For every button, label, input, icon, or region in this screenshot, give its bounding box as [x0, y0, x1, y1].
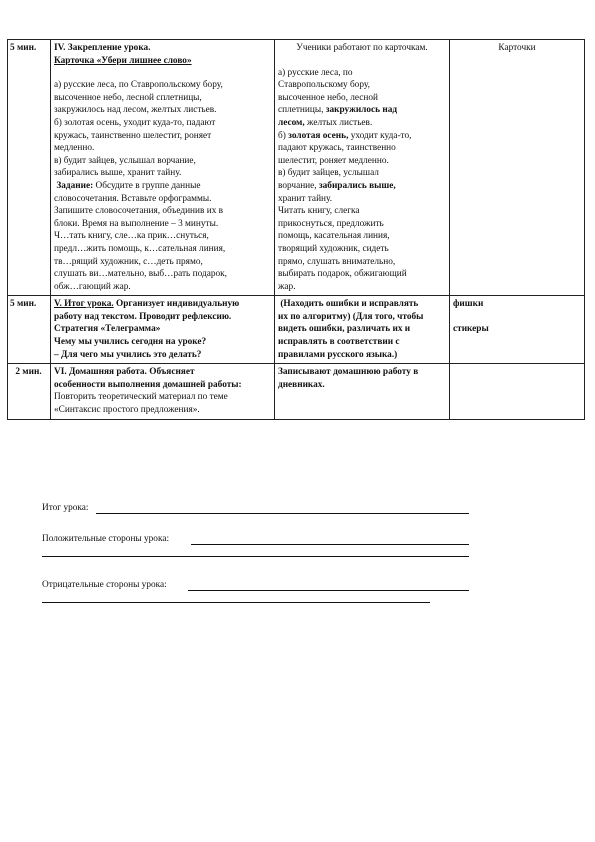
stage-line	[54, 298, 271, 311]
student-line: а) русские леса, по	[278, 67, 353, 78]
student-line	[278, 104, 446, 117]
stage-text: Организует индивидуальную	[113, 299, 240, 310]
teacher-line: а) русские леса, по Ставропольскому бору,	[54, 80, 223, 91]
student-text: ворчание,	[278, 180, 319, 191]
stage-title: IV. Закрепление урока.	[54, 43, 151, 53]
stage-line	[54, 366, 271, 379]
student-line	[278, 117, 446, 130]
student-line: творящий художник, сидеть	[278, 243, 389, 254]
task-line: блоки. Время на выполнение – 3 минуты.	[54, 218, 219, 229]
student-header: Ученики работают по карточкам.	[296, 43, 428, 53]
student-text: уходит куда-то,	[348, 130, 412, 141]
teacher-line: забирались выше, хранит тайну.	[54, 168, 182, 179]
student-bold: золотая осень,	[288, 130, 349, 141]
student-line: правилами русского языка.)	[278, 349, 398, 360]
student-line: выбирать подарок, обжигающий	[278, 269, 407, 280]
task-line: Ч…тать книгу, сле…ка прик…снуться,	[54, 231, 209, 242]
task-text: Обсудите в группе данные	[93, 180, 201, 191]
teacher-line: особенности выполнения домашней работы:	[54, 379, 242, 390]
task-line: словосочетания. Вставьте орфограммы.	[54, 193, 212, 204]
student-line: помощь, касательная линия,	[278, 231, 390, 242]
positive-label: Положительные стороны урока:	[42, 534, 170, 544]
student-line: в) будит зайцев, услышал	[278, 168, 379, 179]
stage-title: V. Итог урока.	[54, 299, 114, 310]
student-line: хранит тайну.	[278, 193, 333, 204]
student-cell	[275, 364, 450, 420]
resources-cell: Карточки	[450, 40, 585, 296]
question-line: – Для чего мы учились это делать?	[54, 349, 202, 360]
resources-cell	[450, 364, 585, 420]
task-line: Запишите словосочетания, объединив их в	[54, 206, 224, 217]
time-cell: 5 мин.	[8, 296, 51, 364]
strategy-line: Стратегия «Телеграмма»	[54, 324, 161, 335]
student-line: дневниках.	[278, 379, 325, 390]
task-line: слушать ви…мательно, выб…рать подарок,	[54, 269, 227, 280]
resources-cell	[450, 296, 585, 364]
positive-line	[191, 544, 469, 545]
teacher-line: высоченное небо, лесной сплетницы,	[54, 92, 202, 103]
student-cell	[275, 296, 450, 364]
student-text: желтых листьев.	[304, 117, 373, 128]
summary-label: Итог урока:	[42, 503, 89, 513]
positive-line-2	[42, 556, 469, 557]
student-bold: забирались выше,	[318, 180, 396, 191]
student-line: видеть ошибки, различать их и	[278, 324, 411, 335]
negative-label: Отрицательные стороны урока:	[42, 580, 167, 590]
student-line: жар.	[278, 281, 296, 292]
question-line: Чему мы учились сегодня на уроке?	[54, 337, 207, 348]
resource-item: стикеры	[453, 323, 489, 334]
teacher-line: кружась, таинственно шелестит, роняет	[54, 130, 212, 141]
summary-line	[96, 513, 469, 514]
table-row-stage-5	[8, 296, 585, 364]
student-line: Читать книгу, слегка	[278, 206, 360, 217]
teacher-line: «Синтаксис простого предложения».	[54, 405, 200, 416]
student-line: прямо, слушать внимательно,	[278, 256, 396, 267]
student-line: высоченное небо, лесной	[278, 92, 378, 103]
time-cell: 2 мин.	[8, 364, 51, 420]
task-line: предл…жить помощь, к…сательная линия,	[54, 243, 226, 254]
task-label: Задание:	[56, 180, 94, 191]
student-text: б)	[278, 130, 289, 141]
table-row-stage-6	[8, 364, 585, 420]
resource-item: фишки	[453, 299, 484, 310]
teacher-cell	[51, 296, 275, 364]
task-line: тв…рящий художник, с…деть прямо,	[54, 256, 203, 267]
student-line	[278, 130, 446, 143]
student-line: шелестит, роняет медленно.	[278, 155, 389, 166]
student-bold: закружилось над	[325, 105, 398, 116]
stage-text: Объясняет	[146, 367, 195, 378]
table-row-stage-4	[8, 40, 585, 296]
student-text: сплетницы,	[278, 105, 326, 116]
student-line	[278, 298, 446, 311]
student-line	[278, 180, 446, 193]
teacher-line: медленно.	[54, 143, 95, 154]
teacher-line: Повторить теоретический материал по теме	[54, 392, 228, 403]
teacher-cell	[51, 40, 275, 296]
teacher-line: в) будит зайцев, услышал ворчание,	[54, 155, 196, 166]
task-line	[54, 180, 271, 193]
teacher-line: закружилось над лесом, желтых листьев.	[54, 105, 217, 116]
negative-line-2	[42, 602, 430, 603]
student-line: их по алгоритму) (Для того, чтобы	[278, 311, 424, 322]
lesson-table	[7, 39, 585, 420]
student-bold: лесом,	[278, 117, 305, 128]
card-title: Карточка «Убери лишнее слово»	[54, 55, 192, 66]
student-line: падают кружась, таинственно	[278, 143, 396, 154]
teacher-cell	[51, 364, 275, 420]
negative-line	[188, 590, 469, 591]
time-cell: 5 мин.	[8, 40, 51, 296]
stage-title: VI. Домашняя работа.	[54, 367, 147, 378]
student-line: Записывают домашнюю работу в	[278, 367, 419, 378]
student-line: Ставропольскому бору,	[278, 80, 370, 91]
teacher-line: работу над текстом. Проводит рефлексию.	[54, 311, 232, 322]
task-line: обж…гающий жар.	[54, 281, 131, 292]
teacher-line: б) золотая осень, уходит куда-то, падают	[54, 117, 216, 128]
student-line: исправлять в соответствии с	[278, 337, 400, 348]
student-line: прикоснуться, предложить	[278, 218, 384, 229]
student-cell	[275, 40, 450, 296]
student-text: (Находить ошибки и исправлять	[280, 299, 419, 310]
